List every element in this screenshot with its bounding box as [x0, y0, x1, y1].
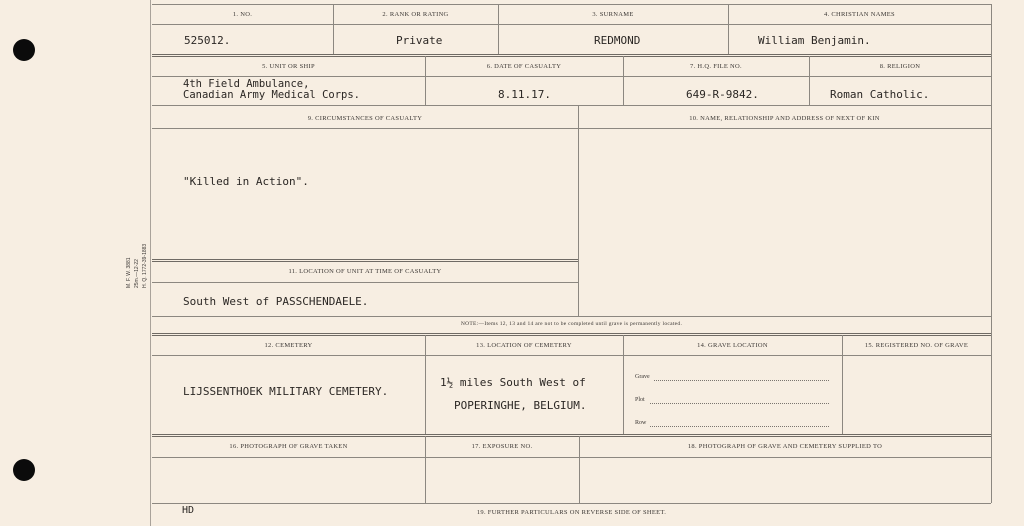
- date-value: 8.11.17.: [498, 88, 551, 101]
- christian-names-value: William Benjamin.: [758, 34, 871, 47]
- label-file-no: 7. H.Q. FILE NO.: [690, 63, 742, 70]
- religion-value: Roman Catholic.: [830, 88, 930, 101]
- unit-line-1: 4th Field Ambulance,: [183, 78, 310, 90]
- label-religion: 8. RELIGION: [879, 63, 921, 70]
- print-line: 25m.—12-22: [134, 259, 140, 288]
- grave-sub-label: Grave: [635, 374, 650, 380]
- further-particulars: 19. FURTHER PARTICULARS ON REVERSE SIDE OF SHEET.: [476, 509, 667, 516]
- surname-value: REDMOND: [594, 34, 641, 47]
- plot-sub-label: Plot: [635, 397, 645, 403]
- label-christian-names: 4. CHRISTIAN NAMES: [824, 11, 895, 18]
- label-cemetery: 12. CEMETERY: [264, 342, 313, 349]
- label-exposure-no: 17. EXPOSURE NO.: [471, 443, 533, 450]
- label-next-of-kin: 10. NAME, RELATIONSHIP AND ADDRESS OF NEXT OF KIN: [689, 115, 880, 122]
- label-rank: 2. RANK OR RATING: [382, 11, 449, 18]
- circumstances-value: "Killed in Action".: [183, 175, 309, 188]
- clerk-initials: HD: [182, 505, 195, 516]
- cemetery-location-line-1: 1½ miles South West of: [440, 376, 586, 389]
- form-code: M. F. W. 3881: [126, 257, 132, 288]
- punch-hole-bottom: [13, 459, 35, 481]
- unit-line-2: Canadian Army Medical Corps.: [183, 89, 361, 101]
- label-registered-no: 15. REGISTERED NO. OF GRAVE: [864, 342, 969, 349]
- label-location-of-cemetery: 13. LOCATION OF CEMETERY: [476, 342, 572, 349]
- note-text: NOTE:—Items 12, 13 and 14 are not to be completed until grave is permanently located.: [460, 321, 683, 327]
- row-sub-label: Row: [635, 420, 647, 426]
- label-grave-location: 14. GRAVE LOCATION: [697, 342, 768, 349]
- label-date: 6. DATE OF CASUALTY: [486, 63, 562, 70]
- punch-hole-top: [13, 39, 35, 61]
- label-circumstances: 9. CIRCUMSTANCES OF CASUALTY: [307, 115, 423, 122]
- label-location-of-unit: 11. LOCATION OF UNIT AT TIME OF CASUALTY: [288, 268, 442, 275]
- service-number: 525012.: [184, 34, 231, 47]
- cemetery-value: LIJSSENTHOEK MILITARY CEMETERY.: [183, 385, 389, 398]
- label-photograph-supplied: 18. PHOTOGRAPH OF GRAVE AND CEMETERY SUPPLIED TO: [687, 443, 883, 450]
- label-unit: 5. UNIT OR SHIP: [262, 63, 315, 70]
- cemetery-location-line-2: POPERINGHE, BELGIUM.: [454, 399, 587, 412]
- label-surname: 3. SURNAME: [592, 11, 634, 18]
- location-of-unit-value: South West of PASSCHENDAELE.: [183, 295, 369, 308]
- file-no-value: 649-R-9842.: [686, 88, 759, 101]
- label-photograph-taken: 16. PHOTOGRAPH OF GRAVE TAKEN: [229, 443, 348, 450]
- label-no: 1. NO.: [232, 11, 253, 18]
- hq-line: H. Q. 1772-39-1883: [142, 243, 148, 288]
- rank-value: Private: [396, 34, 443, 47]
